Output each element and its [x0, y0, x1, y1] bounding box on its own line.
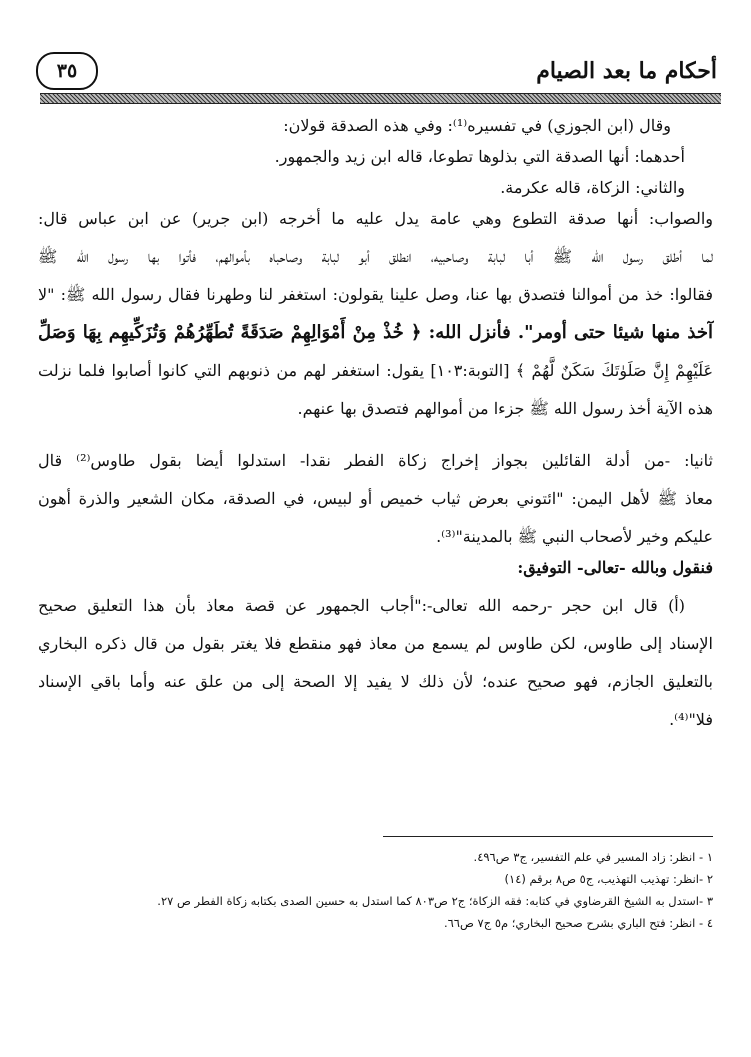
text-line: هذه الآية أخذ رسول الله ﷺ جزءا من أموالهم فتصدق بها عنهم. [297, 399, 713, 418]
page-number-badge: ٣٥ [36, 52, 98, 90]
main-text [38, 116, 713, 730]
section-heading: فنقول وبالله -تعالى- التوفيق: [517, 558, 713, 577]
footnotes [38, 846, 713, 934]
text-line: بالتعليق الجازم، فهو صحيح عنده؛ لأن ذلك لا يفيد إلا الصحة إلى من علق عنه وأما باقي الإسناد [38, 672, 713, 691]
page-header [30, 40, 721, 98]
text-line: فلا"⁽⁴⁾. [669, 710, 713, 729]
text-line: ثانيا: -من أدلة القائلين بجواز إخراج زكاة الفطر نقدا- استدلوا أيضا بقول طاوس⁽²⁾ قال [38, 451, 713, 470]
footnote: ٤ - انظر: فتح الباري بشرح صحيح البخاري؛ م٥ ج٧ ص٦٦. [443, 916, 713, 930]
text-line: عَلَيْهِمْ إِنَّ صَلَوٰتَكَ سَكَنٌ لَّهُمْ ﴾ [التوبة:١٠٣] يقول: استغفر لهم من ذنوبهم التي كانوا أصابوا فلما نزلت [38, 361, 713, 380]
text-line: معاذ ﷺ لأهل اليمن: "ائتوني بعرض ثياب خميص أو لبيس، في الصدقة، مكان الشعير والذرة أهون [38, 489, 714, 508]
text-line: (أ) قال ابن حجر -رحمه الله تعالى-:"أجاب الجمهور عن قصة معاذ بأن هذا التعليق صحيح [38, 596, 685, 615]
book-title: أحكام ما بعد الصيام [536, 58, 717, 84]
text-line: والثاني: الزكاة، قاله عكرمة. [500, 178, 685, 197]
text-line: والصواب: أنها صدقة التطوع وهي عامة يدل عليه ما أخرجه (ابن جرير) عن ابن عباس قال: [38, 209, 713, 228]
footnote: ١ - انظر: زاد المسير في علم التفسير، ج٣ ص٤٩٦. [473, 850, 713, 864]
header-divider [40, 93, 721, 104]
text-line: لما أطلق رسول الله ﷺ أبا لبابة وصاحبيه، انطلق أبو لبابة وصاحباه بأموالهم، فأتوا بها رسول الله ﷺ [38, 247, 713, 266]
text-line: أحدهما: أنها الصدقة التي بذلوها تطوعا، قاله ابن زيد والجمهور. [274, 147, 685, 166]
text-line: الإسناد إلى طاوس، لكن طاوس لم يسمع من معاذ فهو منقطع فلا يغتر بقول من قال ذكره البخاري [38, 634, 713, 653]
footnote: ٢ -انظر: تهذيب التهذيب، ج٥ ص٨ برقم (١٤) [504, 872, 713, 886]
footnote: ٣ -استدل به الشيخ القرضاوي في كتابه: فقه الزكاة؛ ج٢ ص٨٠٣ كما استدل به حسين الصدى بكتابه زكاة الفطر ص ٢٧. [157, 894, 713, 908]
footnote-divider [383, 836, 713, 837]
text-line: فقالوا: خذ من أموالنا فتصدق بها عنا، وصل علينا يقولون: استغفر لنا وطهرنا فقال رسول الله ﷺ: "لا [38, 285, 713, 304]
text-line: وقال (ابن الجوزي) في تفسيره⁽¹⁾: وفي هذه الصدقة قولان: [283, 116, 671, 135]
text-line: عليكم وخير لأصحاب النبي ﷺ بالمدينة"⁽³⁾. [436, 527, 713, 546]
quran-verse-line: آخذ منها شيئا حتى أومر". فأنزل الله: ﴿ خُذْ مِنْ أَمْوَالِهِمْ صَدَقَةً تُطَهِّرُهُمْ وَتُزَكِّيهِم بِهَا وَصَلِّ [38, 322, 713, 343]
